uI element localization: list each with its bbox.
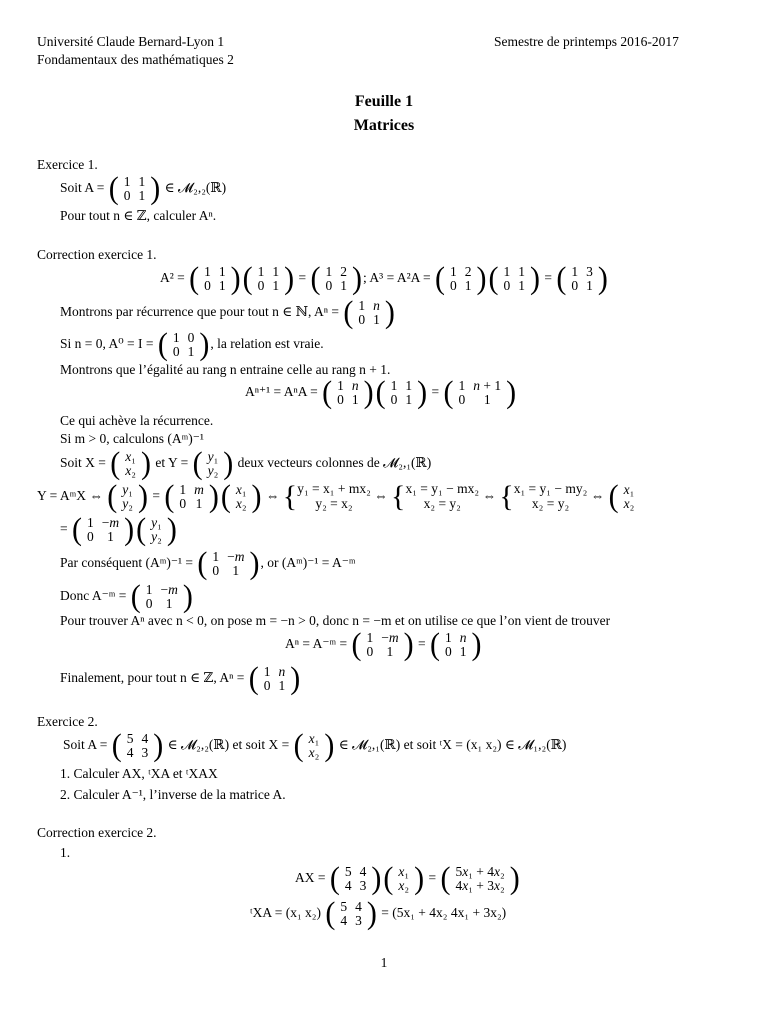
sys1-row2: y₂ = x₂	[315, 496, 353, 511]
ex1-line2: Pour tout n ∈ ℤ, calculer Aⁿ.	[60, 208, 217, 223]
txa-post: = (5x₁ + 4x₂ 4x₁ + 3x₂)	[377, 905, 507, 921]
vec-x: Soit X =	[60, 455, 110, 471]
cor2-ax: AX = ( 5 4 4 3 ) ( x₁ x₂ ) = ( 5x₁ + 4x₂ 4x₁ + 3x₂ )	[295, 861, 520, 896]
cor1-final	[60, 661, 301, 696]
matrix: ( 1 2 0 1 )	[435, 261, 487, 296]
soit-pre: Soit A =	[63, 737, 111, 753]
ax-pre: AX =	[295, 870, 329, 886]
matrix: ( 1 −m 0 1 )	[351, 627, 414, 662]
matrix: ( 1 1 0 1 )	[375, 375, 428, 410]
vector-x: ( x₁ x₂ )	[383, 861, 425, 896]
final-pre: Finalement, pour tout n ∈ ℤ, Aⁿ =	[60, 670, 248, 686]
vector-x: ( x₁ x₂ )	[110, 446, 151, 481]
system-1: { y₁ = x₁ + mx₂ y₂ = x₂	[282, 480, 371, 513]
cor1-donc	[60, 579, 194, 614]
vector-y: ( y₁ y₂ )	[192, 446, 234, 481]
sheet-title: Feuille 1	[354, 93, 414, 110]
matrix: ( 1 n 0 1 )	[322, 375, 374, 410]
matrix: ( 1 n 0 1 )	[343, 295, 395, 330]
sys2-row1: x₁ = y₁ − mx₂	[405, 481, 480, 497]
system-3: { x₁ = y₁ − my₂ x₂ = y₂	[499, 480, 588, 513]
ex2-q2: 2. Calculer A⁻¹, l’inverse de la matrice A.	[60, 787, 286, 802]
vector-y: ( y₁ y₂ )	[107, 479, 148, 514]
final-eq-pre: Aⁿ = A⁻ᵐ =	[285, 636, 351, 652]
cor1-done: Ce qui achève la récurrence.	[60, 413, 214, 428]
txa-pre: ᵗXA = (x₁ x₂)	[250, 905, 325, 921]
cor1-consequence	[60, 546, 356, 581]
matrix: ( 1 1 0 1 )	[189, 261, 241, 296]
matrix: ( 1 n + 1 0 1 )	[443, 375, 517, 410]
cor2-item1: 1.	[60, 845, 71, 860]
cor1-heading: Correction exercice 1.	[37, 247, 157, 262]
ex1-line1-post: ∈ 𝓜₂,₂(ℝ)	[161, 180, 227, 196]
consq-post: , or (Aᵐ)⁻¹ = A⁻ᵐ	[260, 555, 356, 571]
soit-mid1: ∈ 𝓜₂,₂(ℝ) et soit X =	[164, 737, 293, 753]
donc-pre: Donc A⁻ᵐ =	[60, 588, 130, 604]
matrix-a: ( 5 4 4 3 )	[329, 861, 382, 896]
matrix: ( 1 n 0 1 )	[429, 627, 482, 662]
cor1-vectors	[60, 446, 432, 481]
cor1-base	[60, 327, 324, 362]
matrix: ( 1 −m 0 1 )	[130, 579, 193, 614]
matrix: ( 1 n 0 1 )	[248, 661, 301, 696]
consq-pre: Par conséquent (Aᵐ)⁻¹ =	[60, 555, 197, 571]
matrix: ( 1 1 0 1 )	[488, 261, 541, 296]
sys1-row1: y₁ = x₁ + mx₂	[297, 481, 371, 497]
header-semester: Semestre de printemps 2016-2017	[494, 34, 679, 49]
recur-text: Montrons par récurrence que pour tout n ∈ ℕ, Aⁿ =	[60, 304, 343, 320]
vec-y: et Y =	[151, 455, 192, 471]
soit-mid2: ∈ 𝓜₂,₁(ℝ) et soit ᵗX = (x₁ x₂) ∈ 𝓜₁,₂(ℝ)	[335, 737, 567, 753]
base-post: , la relation est vraie.	[210, 336, 324, 352]
ex2-soit	[63, 728, 567, 763]
ex1-line1-pre: Soit A =	[60, 180, 108, 196]
matrix: ( 1 1 0 1 )	[242, 261, 295, 296]
matrix-a: ( 1 1 0 1 )	[108, 171, 161, 206]
sys3-row1: x₁ = y₁ − my₂	[513, 481, 588, 497]
sheet-subject: Matrices	[353, 117, 415, 134]
cor1-system: Y = AᵐX ⇔ ( y₁ y₂ ) = ( 1 m 0 1 ) ( x₁ x₂ ) ⇔ { y₁ = x₁ + mx₂ y₂ = x₂ ⇔ { x₁ = y₁ − mx₂ x₂ = y₂ ⇔ { x₁ = y₁ − my₂ x₂ = y₂ ⇔ ( x₁ x₂	[37, 482, 638, 512]
matrix: ( 1 −m 0 1 )	[72, 512, 135, 547]
cor1-neg: Si m > 0, calculons (Aᵐ)⁻¹	[60, 431, 204, 446]
step-text: Aⁿ⁺¹ = AⁿA =	[245, 384, 322, 400]
header-university: Université Claude Bernard-Lyon 1	[37, 34, 225, 49]
ex1-heading: Exercice 1.	[37, 157, 98, 172]
matrix: ( 1 m 0 1 )	[164, 479, 219, 514]
cor1-powers: A² = ( 1 1 0 1 ) ( 1 1 0 1 ) = ( 1 2 0 1 ) ; A³ = A²A = ( 1 2 0 1 ) ( 1 1 0 1 ) = ( 1 3 0 1 )	[160, 261, 608, 296]
matrix: ( 1 −m 0 1 )	[197, 546, 260, 581]
cor2-heading: Correction exercice 2.	[37, 825, 157, 840]
sys2-row2: x₂ = y₂	[423, 496, 461, 511]
sys-pre: Y = AᵐX ⇔	[37, 488, 107, 504]
page-number: 1	[380, 955, 388, 970]
cor1-hered: Montrons que l’égalité au rang n entraine celle au rang n + 1.	[60, 362, 391, 377]
cor1-trouver: Pour trouver Aⁿ avec n < 0, on pose m = −n > 0, donc n = −m et on utilise ce que l’on vient de trouver	[60, 613, 611, 628]
powers-a2: A² =	[160, 270, 189, 286]
matrix-a: ( 5 4 4 3 )	[325, 896, 377, 931]
system-2: { x₁ = y₁ − mx₂ x₂ = y₂	[391, 480, 480, 513]
base-text: Si n = 0, A⁰ = I =	[60, 336, 157, 352]
identity-matrix: ( 1 0 0 1 )	[157, 327, 210, 362]
matrix: ( 1 3 0 1 )	[556, 261, 608, 296]
cor2-txa	[250, 896, 507, 931]
vec-post: deux vecteurs colonnes de 𝓜₂,₁(ℝ)	[234, 455, 432, 471]
header-course: Fondamentaux des mathématiques 2	[37, 52, 234, 67]
result-vector: ( 5x₁ + 4x₂ 4x₁ + 3x₂ )	[440, 861, 520, 896]
matrix: ( 1 2 0 1 )	[310, 261, 363, 296]
sys3-row2: x₂ = y₂	[531, 496, 570, 511]
ex2-q1: 1. Calculer AX, ᵗXA et ᵗXAX	[60, 766, 218, 781]
cor1-recurrence	[60, 295, 396, 330]
matrix-a: ( 5 4 4 3 )	[111, 728, 164, 763]
powers-a3: ; A³ = A²A =	[363, 270, 435, 286]
vector-x: ( x₁ x₂ )	[220, 479, 262, 514]
ex2-heading: Exercice 2.	[37, 714, 98, 729]
cor1-final-eq: Aⁿ = A⁻ᵐ = ( 1 −m 0 1 ) = ( 1 n 0 1 )	[285, 627, 482, 662]
vector-x: ( x₁ x₂	[608, 479, 635, 514]
cor1-step: Aⁿ⁺¹ = AⁿA = ( 1 n 0 1 ) ( 1 1 0 1 ) = ( 1 n + 1 0 1 )	[245, 375, 517, 410]
vector-x: ( x₁ x₂ )	[293, 728, 335, 763]
ex1-line1	[60, 171, 227, 206]
cor1-system-cont: = ( 1 −m 0 1 ) ( y₁ y₂ )	[60, 512, 177, 547]
vector-y: ( y₁ y₂ )	[136, 512, 177, 547]
